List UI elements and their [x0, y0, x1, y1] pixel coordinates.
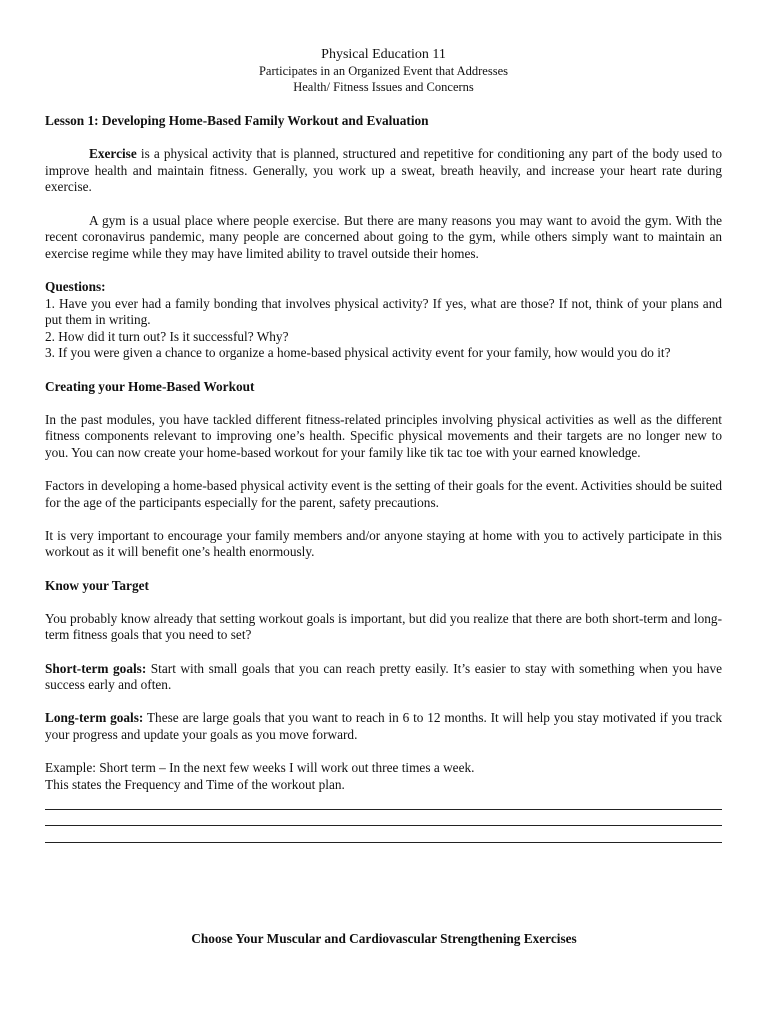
example-line-2: This states the Frequency and Time of the workout plan. [45, 776, 345, 792]
subtitle-line-1: Participates in an Organized Event that Addresses [258, 64, 508, 78]
creating-paragraph-1: In the past modules, you have tackled different fitness-related principles involving physical activities as well as the different fitness components relevant to improving one’s health. Specific physical movements and their targets are no longer new to you. You can now create your home-based workout for your family like tik tac toe with your earned knowledge. [45, 411, 722, 460]
answer-line-1[interactable] [45, 793, 722, 810]
question-item-2: 2. How did it turn out? Is it successful? Why? [45, 328, 289, 344]
long-term-label: Long-term goals: [45, 710, 144, 726]
target-intro: You probably know already that setting workout goals is important, but did you realize that there are both short-term and long-term fitness goals that you need to set? [45, 610, 722, 643]
exercise-term: Exercise [89, 146, 137, 162]
document-page [45, 46, 722, 843]
creating-heading: Creating your Home-Based Workout [45, 378, 255, 394]
short-term-paragraph [45, 661, 722, 694]
target-heading: Know your Target [45, 577, 149, 593]
short-term-label: Short-term goals: [45, 660, 147, 676]
creating-paragraph-3: It is very important to encourage your family members and/or anyone staying at home with you to actively participate in this workout as it will benefit one’s health enormously. [45, 527, 722, 560]
question-item-3: 3. If you were given a chance to organize a home-based physical activity event for your family, how would you do it? [45, 345, 671, 361]
exercise-text: is a physical activity that is planned, structured and repetitive for conditioning any part of the body used to improve health and maintain fitness. Generally, you work up a sweat, breath heavily, and increase your heart rate during exercise. [45, 146, 722, 195]
long-term-paragraph [45, 710, 722, 743]
answer-line-2[interactable] [45, 810, 722, 827]
questions-heading: Questions: [45, 278, 106, 294]
exercise-paragraph [45, 146, 722, 196]
long-term-text: These are large goals that you want to reach in 6 to 12 months. It will help you stay motivated if you track your progress and update your goals as you move forward. [45, 710, 722, 742]
example-line-1: Example: Short term – In the next few weeks I will work out three times a week. [45, 760, 475, 776]
creating-paragraph-2: Factors in developing a home-based physical activity event is the setting of their goals for the event. Activities should be suited for the age of the participants especially for the parent, safety precautions. [45, 478, 722, 510]
lesson-title: Lesson 1: Developing Home-Based Family Workout and Evaluation [45, 113, 429, 128]
question-item-1: 1. Have you ever had a family bonding that involves physical activity? If yes, what are those? If not, think of your plans and put them in writing. [45, 295, 722, 328]
subtitle-line-2: Health/ Fitness Issues and Concerns [293, 80, 474, 94]
course-title: Physical Education 11 [321, 47, 446, 62]
short-term-text: Start with small goals that you can reach pretty easily. It’s easier to stay with something when you have success early and often. [45, 660, 722, 693]
gym-paragraph: A gym is a usual place where people exercise. But there are many reasons you may want to avoid the gym. With the recent coronavirus pandemic, many people are concerned about going to the gym, while others simply want to maintain an exercise regime while they may have limited ability to travel outside their homes. [45, 212, 722, 261]
answer-line-3[interactable] [45, 826, 722, 843]
footer-heading: Choose Your Muscular and Cardiovascular Strengthening Exercises [191, 931, 577, 946]
